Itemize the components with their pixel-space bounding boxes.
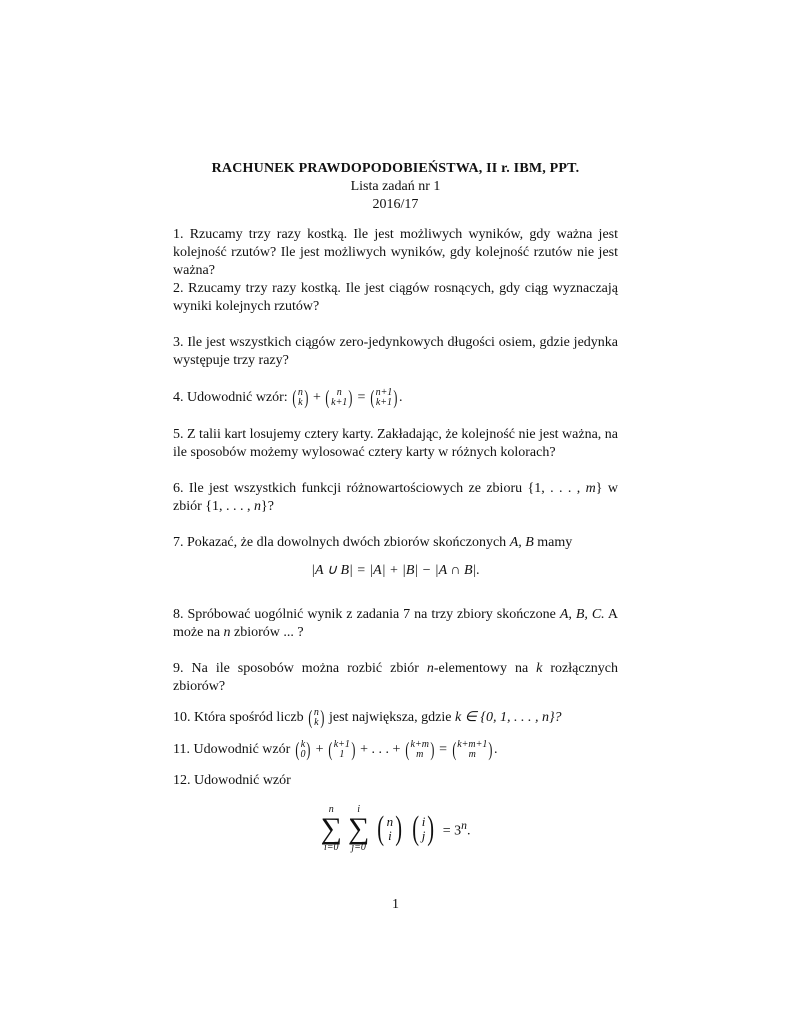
problem-12: 12. Udowodnić wzór [173, 773, 291, 788]
binomial: ( i j ) [412, 810, 435, 847]
binomial: ( k+m+1 m ) [451, 739, 493, 761]
problem-8: 8. Spróbować uogólnić wynik z zadania 7 na trzy zbiory skończone A, B, C. A może na n zbiorów ... ? [173, 607, 618, 640]
document-subtitle: Lista zadań nr 1 [350, 179, 441, 194]
binomial: ( k 0 ) [295, 739, 311, 761]
problem-1: 1. Rzucamy trzy razy kostką. Ile jest możliwych wyników, gdy ważna jest kolejność rzutów? Ile jest możliwych wyników, gdy kolejność rzutów nie jest ważna? [173, 227, 618, 278]
binomial: ( n k ) [292, 387, 309, 409]
problem-6: 6. Ile jest wszystkich funkcji różnowartościowych ze zbioru {1, . . . , m} w zbiór {1, . . . , n}? [173, 481, 618, 514]
binomial: ( k+1 1 ) [328, 739, 356, 761]
problem-12-formula: n ∑ i=0 i ∑ j=0 ( n i ) ( i j ) = $3^n$. [320, 804, 471, 853]
binomial: ( n+1 k+1 ) [370, 387, 398, 409]
problem-7: 7. Pokazać, że dla dowolnych dwóch zbiorów skończonych A, B mamy [173, 535, 573, 550]
binomial: ( n i ) [377, 810, 403, 847]
problem-5: 5. Z talii kart losujemy cztery karty. Zakładając, że kolejność nie jest ważna, na ile sposobów możemy wylosować cztery karty w różnych kolorach? [173, 427, 618, 460]
problem-3: 3. Ile jest wszystkich ciągów zero-jedynkowych długości osiem, gdzie jedynka występuje trzy razy? [173, 335, 618, 368]
problem-4-text: 4. Udowodnić wzór: [173, 390, 288, 406]
academic-year: 2016/17 [372, 197, 419, 212]
problem-9: 9. Na ile sposobów można rozbić zbiór n-elementowy na k rozłącznych zbiorów? [173, 661, 619, 694]
page-number: 1 [392, 897, 399, 912]
problem-11: 11. Udowodnić wzór ( k 0 ) + ( k+1 1 ) + . . . + ( k+m m ) = ( k+m+1 m ) . [173, 739, 498, 761]
binomial: ( k+m m ) [405, 739, 435, 761]
problem-4: 4. Udowodnić wzór: ( n k ) + ( n k+1 ) = ( n+1 k+1 ) . [173, 387, 403, 409]
problem-7-formula: |A ∪ B| = |A| + |B| − |A ∩ B|. [311, 563, 480, 578]
binomial: ( n k ) [308, 707, 325, 729]
binomial: ( n k+1 ) [325, 387, 353, 409]
problem-10: 10. Która spośród liczb ( n k ) jest największa, gdzie k ∈ {0, 1, . . . , n}? [173, 707, 562, 729]
document-title: RACHUNEK PRAWDOPODOBIEŃSTWA, II r. IBM, PPT. [211, 161, 580, 176]
document-header [0, 160, 791, 214]
summation-outer: n ∑ i=0 [320, 804, 342, 853]
problem-list [173, 226, 618, 861]
summation-inner: i ∑ j=0 [347, 804, 370, 853]
problem-2: 2. Rzucamy trzy razy kostką. Ile jest ciągów rosnących, gdy ciąg wyznaczają wyniki kolejnych rzutów? [173, 281, 618, 314]
